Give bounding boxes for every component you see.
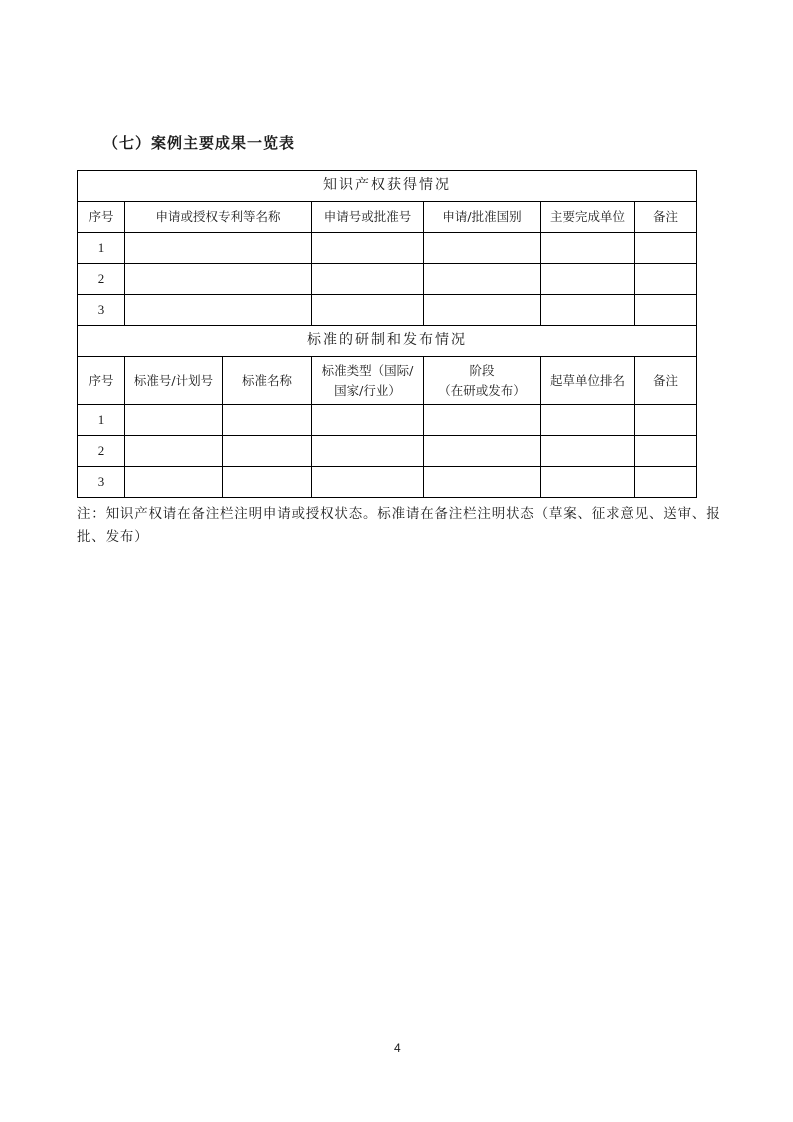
ip-cell-app-no[interactable] [312,233,424,264]
ip-section-title: 知识产权获得情况 [78,171,697,202]
std-section-title: 标准的研制和发布情况 [78,326,697,357]
std-cell-stage[interactable] [424,405,541,436]
ip-header-country: 申请/批准国别 [424,202,541,233]
std-cell-std-no[interactable] [125,405,223,436]
ip-cell-unit[interactable] [541,295,635,326]
ip-header-app-no: 申请号或批准号 [312,202,424,233]
std-cell-type[interactable] [312,467,424,498]
ip-cell-country[interactable] [424,264,541,295]
ip-cell-country[interactable] [424,233,541,264]
std-cell-remark[interactable] [635,467,697,498]
ip-row-no: 2 [78,264,125,295]
std-header-type-line2: 国家/行业） [334,382,401,398]
std-section-title-row [78,326,697,357]
std-table-row [78,467,697,498]
std-row-no: 2 [78,436,125,467]
section-title: （七）案例主要成果一览表 [103,134,296,152]
std-table-row [78,436,697,467]
ip-table-row [78,264,697,295]
results-table [77,170,697,498]
std-header-no: 序号 [78,357,125,405]
std-cell-drafter[interactable] [541,467,635,498]
ip-cell-name[interactable] [125,295,312,326]
std-cell-std-name[interactable] [223,467,312,498]
ip-cell-name[interactable] [125,264,312,295]
std-header-type [312,357,424,405]
std-cell-std-no[interactable] [125,436,223,467]
std-header-stage-line1: 阶段 [469,363,495,379]
std-header-drafter: 起草单位排名 [541,357,635,405]
std-table-row [78,405,697,436]
std-header-row [78,357,697,405]
std-cell-remark[interactable] [635,436,697,467]
std-cell-type[interactable] [312,405,424,436]
std-row-no: 3 [78,467,125,498]
ip-section-title-row [78,171,697,202]
std-cell-stage[interactable] [424,436,541,467]
std-cell-drafter[interactable] [541,405,635,436]
ip-row-no: 1 [78,233,125,264]
std-cell-std-no[interactable] [125,467,223,498]
ip-header-name: 申请或授权专利等名称 [125,202,312,233]
std-header-stage [424,357,541,405]
std-cell-std-name[interactable] [223,405,312,436]
ip-table-row [78,295,697,326]
std-header-remark: 备注 [635,357,697,405]
table-note: 注：知识产权请在备注栏注明申请或授权状态。标准请在备注栏注明状态（草案、征求意见、送审、报批、发布） [77,506,721,545]
page-number: 4 [394,1041,401,1055]
std-header-std-name: 标准名称 [223,357,312,405]
ip-cell-remark[interactable] [635,295,697,326]
std-header-type-line1: 标准类型（国际/ [321,363,414,379]
ip-cell-country[interactable] [424,295,541,326]
std-header-std-no: 标准号/计划号 [125,357,223,405]
std-cell-std-name[interactable] [223,436,312,467]
ip-cell-remark[interactable] [635,233,697,264]
std-row-no: 1 [78,405,125,436]
ip-cell-name[interactable] [125,233,312,264]
ip-header-no: 序号 [78,202,125,233]
ip-table-row [78,233,697,264]
std-cell-drafter[interactable] [541,436,635,467]
std-cell-remark[interactable] [635,405,697,436]
std-cell-type[interactable] [312,436,424,467]
ip-cell-remark[interactable] [635,264,697,295]
ip-cell-unit[interactable] [541,233,635,264]
ip-cell-app-no[interactable] [312,295,424,326]
ip-row-no: 3 [78,295,125,326]
ip-cell-app-no[interactable] [312,264,424,295]
ip-header-remark: 备注 [635,202,697,233]
std-cell-stage[interactable] [424,467,541,498]
ip-header-row [78,202,697,233]
ip-header-unit: 主要完成单位 [541,202,635,233]
std-header-stage-line2: （在研或发布） [438,382,526,398]
ip-cell-unit[interactable] [541,264,635,295]
